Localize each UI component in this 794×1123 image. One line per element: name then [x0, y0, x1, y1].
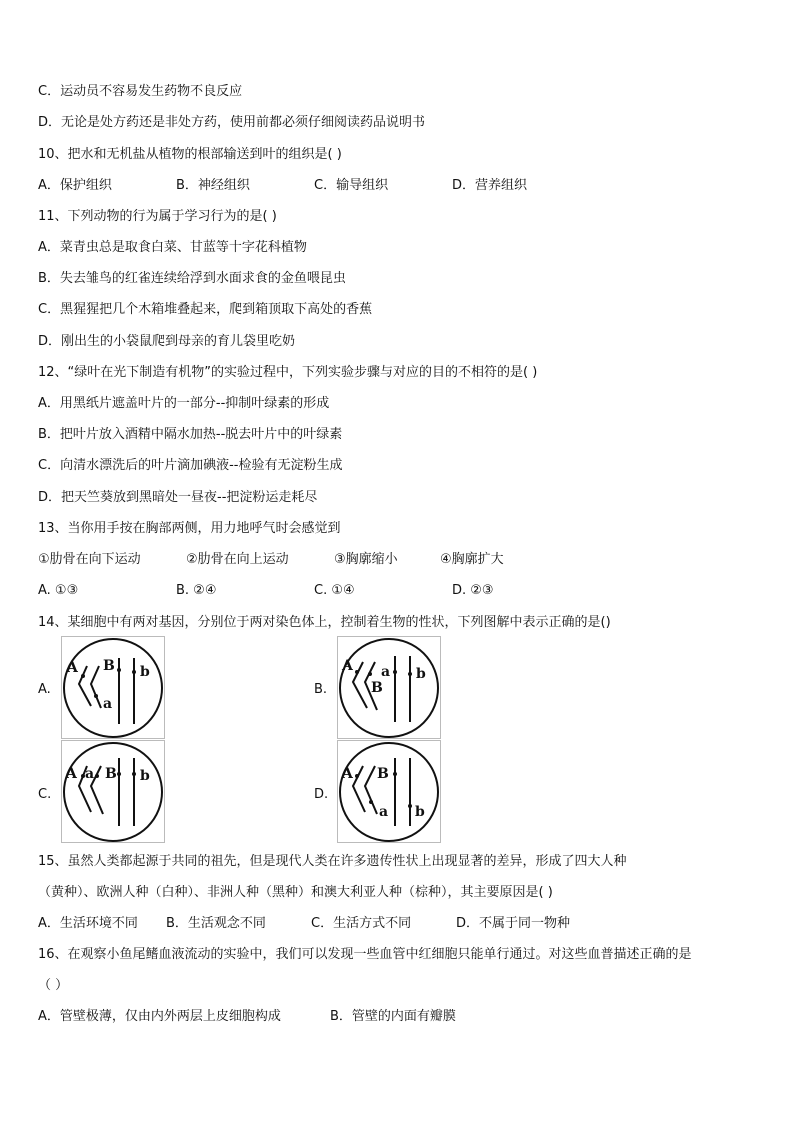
- q13-stem: 13、当你用手按在胸部两侧，用力地呼气时会感觉到: [38, 521, 341, 536]
- q14-option-c-label[interactable]: C.: [38, 787, 52, 802]
- q9-option-d: D．无论是处方药还是非处方药，使用前都必须仔细阅读药品说明书: [38, 115, 426, 130]
- q11-option-a[interactable]: A．菜青虫总是取食白菜、甘蓝等十字花科植物: [38, 240, 307, 255]
- gene-label: b: [415, 804, 425, 820]
- q10-option-c[interactable]: C．输导组织: [314, 178, 389, 193]
- gene-label: b: [416, 666, 426, 682]
- gene-label: a: [85, 766, 95, 782]
- gene-label: B: [377, 766, 389, 782]
- q11-option-d[interactable]: D．刚出生的小袋鼠爬到母亲的育儿袋里吃奶: [38, 334, 296, 349]
- q13-item-3: ③胸廓缩小: [334, 552, 398, 567]
- q15-option-c[interactable]: C．生活方式不同: [311, 916, 412, 931]
- q13-item-4: ④胸廓扩大: [440, 552, 504, 567]
- q14-option-b-label[interactable]: B.: [314, 682, 328, 697]
- q14-option-a-label[interactable]: A.: [38, 682, 51, 697]
- chromosome-bent-1: [353, 662, 367, 708]
- q11-stem: 11、下列动物的行为属于学习行为的是( ): [38, 209, 277, 224]
- gene-label: B: [103, 658, 115, 674]
- q10-option-d[interactable]: D．营养组织: [452, 178, 528, 193]
- q15-option-b[interactable]: B．生活观念不同: [166, 916, 266, 931]
- q13-option-b[interactable]: B. ②④: [176, 583, 217, 598]
- gene-label: A: [342, 658, 353, 674]
- chromosome-bent-2: [91, 666, 101, 708]
- q12-option-c[interactable]: C．向清水漂洗后的叶片滴加碘液--检验有无淀粉生成: [38, 458, 343, 473]
- q12-stem: 12、“绿叶在光下制造有机物”的实验过程中，下列实验步骤与对应的目的不相符的是( ): [38, 365, 538, 380]
- gene-label: a: [103, 696, 113, 712]
- q10-option-a[interactable]: A．保护组织: [38, 178, 112, 193]
- q16-stem-line-1: 16、在观察小鱼尾鳍血液流动的实验中，我们可以发现一些血管中红细胞只能单行通过。对这些血普描述正确的是: [38, 947, 692, 962]
- q14-figure-a[interactable]: [61, 636, 165, 739]
- q15-stem-line-2: （黄种）、欧洲人种（白种）、非洲人种（黑种）和澳大利亚人种（棕种），其主要原因是( ): [38, 885, 553, 900]
- q14-figure-d[interactable]: [337, 740, 441, 843]
- q14-figure-b[interactable]: [337, 636, 441, 739]
- q13-option-c[interactable]: C. ①④: [314, 583, 355, 598]
- q12-option-a[interactable]: A．用黑纸片遮盖叶片的一部分--抑制叶绿素的形成: [38, 396, 330, 411]
- q16-option-a[interactable]: A．管壁极薄，仅由内外两层上皮细胞构成: [38, 1009, 281, 1024]
- q11-option-c[interactable]: C．黑猩猩把几个木箱堆叠起来，爬到箱顶取下高处的香蕉: [38, 302, 373, 317]
- q9-option-c: C．运动员不容易发生药物不良反应: [38, 84, 243, 99]
- q14-option-d-label[interactable]: D.: [314, 787, 329, 802]
- gene-label: A: [67, 660, 78, 676]
- q13-item-1: ①肋骨在向下运动: [38, 552, 141, 567]
- q15-stem-line-1: 15、虽然人类都起源于共同的祖先，但是现代人类在许多遗传性状上出现显著的差异，形成了四大人种: [38, 854, 627, 869]
- gene-label: a: [379, 804, 389, 820]
- q14-figure-c[interactable]: [61, 740, 165, 843]
- q10-stem: 10、把水和无机盐从植物的根部输送到叶的组织是( ): [38, 147, 342, 162]
- chromosome-bent-2: [365, 766, 377, 814]
- q15-option-a[interactable]: A．生活环境不同: [38, 916, 138, 931]
- q12-option-d[interactable]: D．把天竺葵放到黑暗处一昼夜--把淀粉运走耗尽: [38, 490, 318, 505]
- q11-option-b[interactable]: B．失去雏鸟的红雀连续给浮到水面求食的金鱼喂昆虫: [38, 271, 346, 286]
- q13-option-d[interactable]: D. ②③: [452, 583, 494, 598]
- q16-stem-line-2: （ ）: [38, 978, 69, 993]
- gene-label: B: [105, 766, 117, 782]
- chromosome-bent-1: [353, 766, 365, 812]
- q12-option-b[interactable]: B．把叶片放入酒精中隔水加热--脱去叶片中的叶绿素: [38, 427, 343, 442]
- q16-option-b[interactable]: B．管壁的内面有瓣膜: [330, 1009, 456, 1024]
- q10-option-b[interactable]: B．神经组织: [176, 178, 250, 193]
- chromosome-bent-1: [79, 666, 91, 706]
- q15-option-d[interactable]: D．不属于同一物种: [456, 916, 571, 931]
- gene-label: a: [381, 664, 391, 680]
- q13-option-a[interactable]: A. ①③: [38, 583, 79, 598]
- gene-label: B: [371, 680, 383, 696]
- gene-label: A: [66, 766, 77, 782]
- gene-label: b: [140, 664, 150, 680]
- q13-item-2: ②肋骨在向上运动: [186, 552, 289, 567]
- q14-stem: 14、某细胞中有两对基因，分别位于两对染色体上，控制着生物的性状，下列图解中表示正确的是(): [38, 615, 611, 630]
- gene-label: A: [342, 766, 353, 782]
- gene-label: b: [140, 768, 150, 784]
